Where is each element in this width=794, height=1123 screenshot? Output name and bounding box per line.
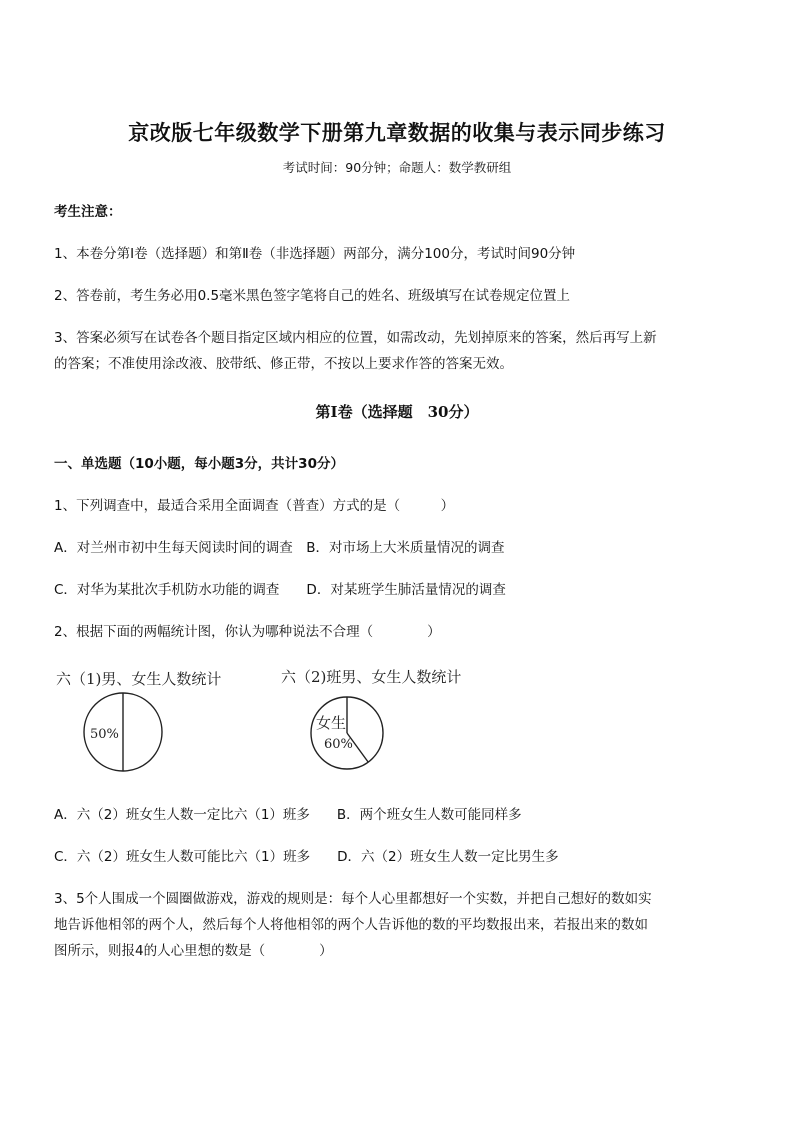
question-1-options-ab: A．对兰州市初中生每天阅读时间的调查 B．对市场上大米质量情况的调查 — [54, 540, 505, 556]
pie-1-title: 六（1)男、女生人数统计 — [56, 670, 222, 688]
pie-2-title: 六（2)班男、女生人数统计 — [281, 668, 462, 686]
question-3-line-1: 3、5个人围成一个圆圈做游戏，游戏的规则是：每个人心里都想好一个实数，并把自己想好的数如实 — [54, 891, 652, 907]
exam-info: 考试时间：90分钟；命题人：数学教研组 — [282, 160, 512, 175]
section-title: 第Ⅰ卷（选择题 30分） — [315, 403, 479, 421]
pie-2-label-name: 女生 — [316, 714, 347, 732]
notice-item-3-cont: 的答案；不准使用涂改液、胶带纸、修正带，不按以上要求作答的答案无效。 — [54, 356, 513, 372]
question-2-options-ab: A．六（2）班女生人数一定比六（1）班多 B．两个班女生人数可能同样多 — [54, 807, 522, 823]
pie-2-label-value: 60% — [324, 737, 353, 752]
page-title: 京改版七年级数学下册第九章数据的收集与表示同步练习 — [128, 120, 666, 145]
question-1-options-cd: C．对华为某批次手机防水功能的调查 D．对某班学生肺活量情况的调查 — [54, 582, 506, 598]
question-2-options-cd: C．六（2）班女生人数可能比六（1）班多 D．六（2）班女生人数一定比男生多 — [54, 849, 559, 865]
question-2-stem: 2、根据下面的两幅统计图，你认为哪种说法不合理（ ） — [54, 624, 441, 640]
notice-item-1: 1、本卷分第Ⅰ卷（选择题）和第Ⅱ卷（非选择题）两部分，满分100分，考试时间90分钟 — [54, 246, 576, 262]
question-1-stem: 1、下列调查中，最适合采用全面调查（普查）方式的是（ ） — [54, 498, 455, 514]
part-heading: 一、单选题（10小题，每小题3分，共计30分） — [54, 456, 344, 472]
question-3-line-3: 图所示，则报4的人心里想的数是（ ） — [54, 943, 333, 959]
notice-heading: 考生注意： — [54, 204, 122, 220]
notice-item-3: 3、答案必须写在试卷各个题目指定区域内相应的位置，如需改动，先划掉原来的答案，然后再写上新 — [54, 330, 657, 346]
question-2-pie-figure — [50, 664, 510, 779]
notice-item-2: 2、答卷前，考生务必用0.5毫米黑色签字笔将自己的姓名、班级填写在试卷规定位置上 — [54, 288, 571, 304]
pie-1-label: 50% — [90, 727, 119, 742]
question-3-line-2: 地告诉他相邻的两个人，然后每个人将他相邻的两个人告诉他的数的平均数报出来，若报出来的数如 — [54, 917, 648, 933]
